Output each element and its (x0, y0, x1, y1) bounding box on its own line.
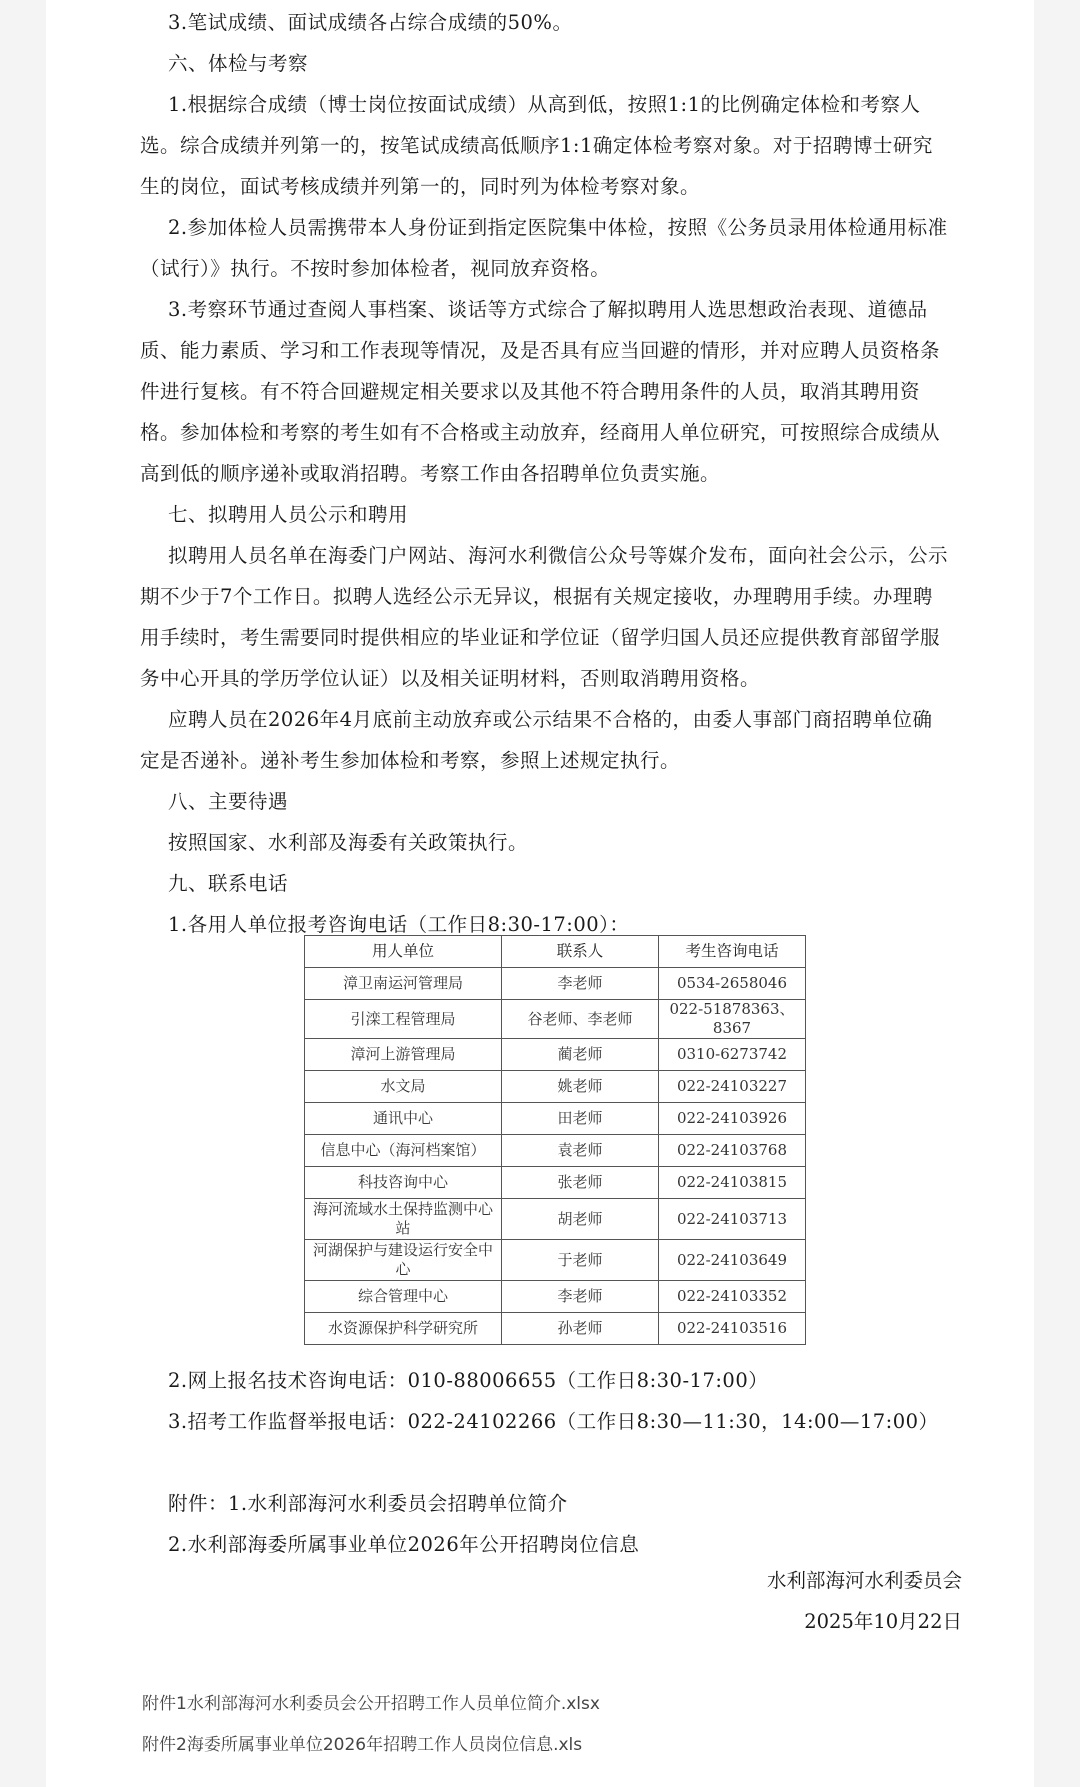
contact-cell: 胡老师 (502, 1199, 659, 1240)
phone-cell: 0310-6273742 (659, 1039, 806, 1071)
unit-cell: 海河流域水土保持监测中心站 (305, 1199, 502, 1240)
unit-cell: 科技咨询中心 (305, 1167, 502, 1199)
unit-cell: 水资源保护科学研究所 (305, 1313, 502, 1345)
contact-cell: 蔺老师 (502, 1039, 659, 1071)
phone-cell: 022-24103227 (659, 1071, 806, 1103)
table-row (305, 1313, 806, 1345)
contact-cell: 李老师 (502, 968, 659, 1000)
phone-cell: 022-24103352 (659, 1281, 806, 1313)
table-row (305, 1281, 806, 1313)
signature-date: 2025年10月22日 (804, 1610, 962, 1633)
table-row (305, 1167, 806, 1199)
table-row (305, 1071, 806, 1103)
attachment-item: 附件：1.水利部海河水利委员会招聘单位简介 (168, 1492, 568, 1515)
contact-cell: 孙老师 (502, 1313, 659, 1345)
attachment-file-link-2[interactable]: 附件2海委所属事业单位2026年招聘工作人员岗位信息.xls (142, 1735, 583, 1755)
phone-cell: 022-24103713 (659, 1199, 806, 1240)
paragraph: 3.招考工作监督举报电话：022-24102266（工作日8:30—11:30，14:00—17:00） (168, 1410, 939, 1433)
paragraph: 1.根据综合成绩（博士岗位按面试成绩）从高到低，按照1:1的比例确定体检和考察人选。综合成绩并列第一的，按笔试成绩高低顺序1:1确定体检考察对象。对于招聘博士研究生的岗位，面试考核成绩并列第一的，同时列为体检考察对象。 (140, 93, 933, 198)
table-row (305, 1240, 806, 1281)
contact-cell: 李老师 (502, 1281, 659, 1313)
paragraph: 2.网上报名技术咨询电话：010-88006655（工作日8:30-17:00） (168, 1369, 769, 1392)
attachment-item: 2.水利部海委所属事业单位2026年公开招聘岗位信息 (168, 1533, 640, 1556)
phone-cell: 022-24103649 (659, 1240, 806, 1281)
paragraph: 3.笔试成绩、面试成绩各占综合成绩的50%。 (168, 11, 573, 34)
unit-cell: 引滦工程管理局 (305, 1000, 502, 1039)
contact-cell: 袁老师 (502, 1135, 659, 1167)
attachment-file-link-1[interactable]: 附件1水利部海河水利委员会公开招聘工作人员单位简介.xlsx (142, 1694, 600, 1714)
contact-table (304, 935, 806, 1345)
section-heading-9: 九、联系电话 (168, 872, 289, 895)
unit-cell: 河湖保护与建设运行安全中心 (305, 1240, 502, 1281)
table-row (305, 1000, 806, 1039)
unit-cell: 水文局 (305, 1071, 502, 1103)
paragraph: 按照国家、水利部及海委有关政策执行。 (168, 831, 529, 854)
contact-cell: 田老师 (502, 1103, 659, 1135)
phone-cell: 0534-2658046 (659, 968, 806, 1000)
table-row (305, 1199, 806, 1240)
paragraph: 2.参加体检人员需携带本人身份证到指定医院集中体检，按照《公务员录用体检通用标准（试行）》执行。不按时参加体检者，视同放弃资格。 (140, 216, 948, 280)
phone-cell: 022-24103815 (659, 1167, 806, 1199)
unit-cell: 漳河上游管理局 (305, 1039, 502, 1071)
table-row (305, 1135, 806, 1167)
attachment-list (140, 1483, 1000, 1565)
contact-cell: 于老师 (502, 1240, 659, 1281)
signature-org: 水利部海河水利委员会 (766, 1569, 962, 1592)
section-heading-6: 六、体检与考察 (168, 52, 309, 75)
table-header-row (305, 936, 806, 968)
unit-cell: 信息中心（海河档案馆） (305, 1135, 502, 1167)
unit-cell: 综合管理中心 (305, 1281, 502, 1313)
contact-cell: 张老师 (502, 1167, 659, 1199)
column-header-contact: 联系人 (502, 936, 659, 968)
table-row (305, 1039, 806, 1071)
contact-cell: 谷老师、李老师 (502, 1000, 659, 1039)
document-body (140, 2, 948, 945)
column-header-phone: 考生咨询电话 (659, 936, 806, 968)
table-row (305, 1103, 806, 1135)
column-header-unit: 用人单位 (305, 936, 502, 968)
section-heading-7: 七、拟聘用人员公示和聘用 (168, 503, 409, 526)
paragraph: 3.考察环节通过查阅人事档案、谈话等方式综合了解拟聘用人选思想政治表现、道德品质、能力素质、学习和工作表现等情况，及是否具有应当回避的情形，并对应聘人员资格条件进行复核。有不符合回避规定相关要求以及其他不符合聘用条件的人员，取消其聘用资格。参加体检和考察的考生如有不合格或主动放弃，经商用人单位研究，可按照综合成绩从高到低的顺序递补或取消招聘。考察工作由各招聘单位负责实施。 (140, 298, 941, 485)
contact-lines (140, 1360, 1000, 1442)
section-heading-8: 八、主要待遇 (168, 790, 289, 813)
paragraph: 应聘人员在2026年4月底前主动放弃或公示结果不合格的，由委人事部门商招聘单位确定是否递补。递补考生参加体检和考察，参照上述规定执行。 (140, 708, 933, 772)
paragraph: 拟聘用人员名单在海委门户网站、海河水利微信公众号等媒介发布，面向社会公示，公示期不少于7个工作日。拟聘人选经公示无异议，根据有关规定接收，办理聘用手续。办理聘用手续时，考生需要同时提供相应的毕业证和学位证（留学归国人员还应提供教育部留学服务中心开具的学历学位认证）以及相关证明材料，否则取消聘用资格。 (140, 544, 949, 690)
phone-cell: 022-51878363、8367 (659, 1000, 806, 1039)
phone-cell: 022-24103926 (659, 1103, 806, 1135)
unit-cell: 通讯中心 (305, 1103, 502, 1135)
contact-cell: 姚老师 (502, 1071, 659, 1103)
unit-cell: 漳卫南运河管理局 (305, 968, 502, 1000)
table-row (305, 968, 806, 1000)
phone-cell: 022-24103516 (659, 1313, 806, 1345)
paragraph: 1.各用人单位报考咨询电话（工作日8:30-17:00）： (168, 913, 630, 936)
phone-cell: 022-24103768 (659, 1135, 806, 1167)
